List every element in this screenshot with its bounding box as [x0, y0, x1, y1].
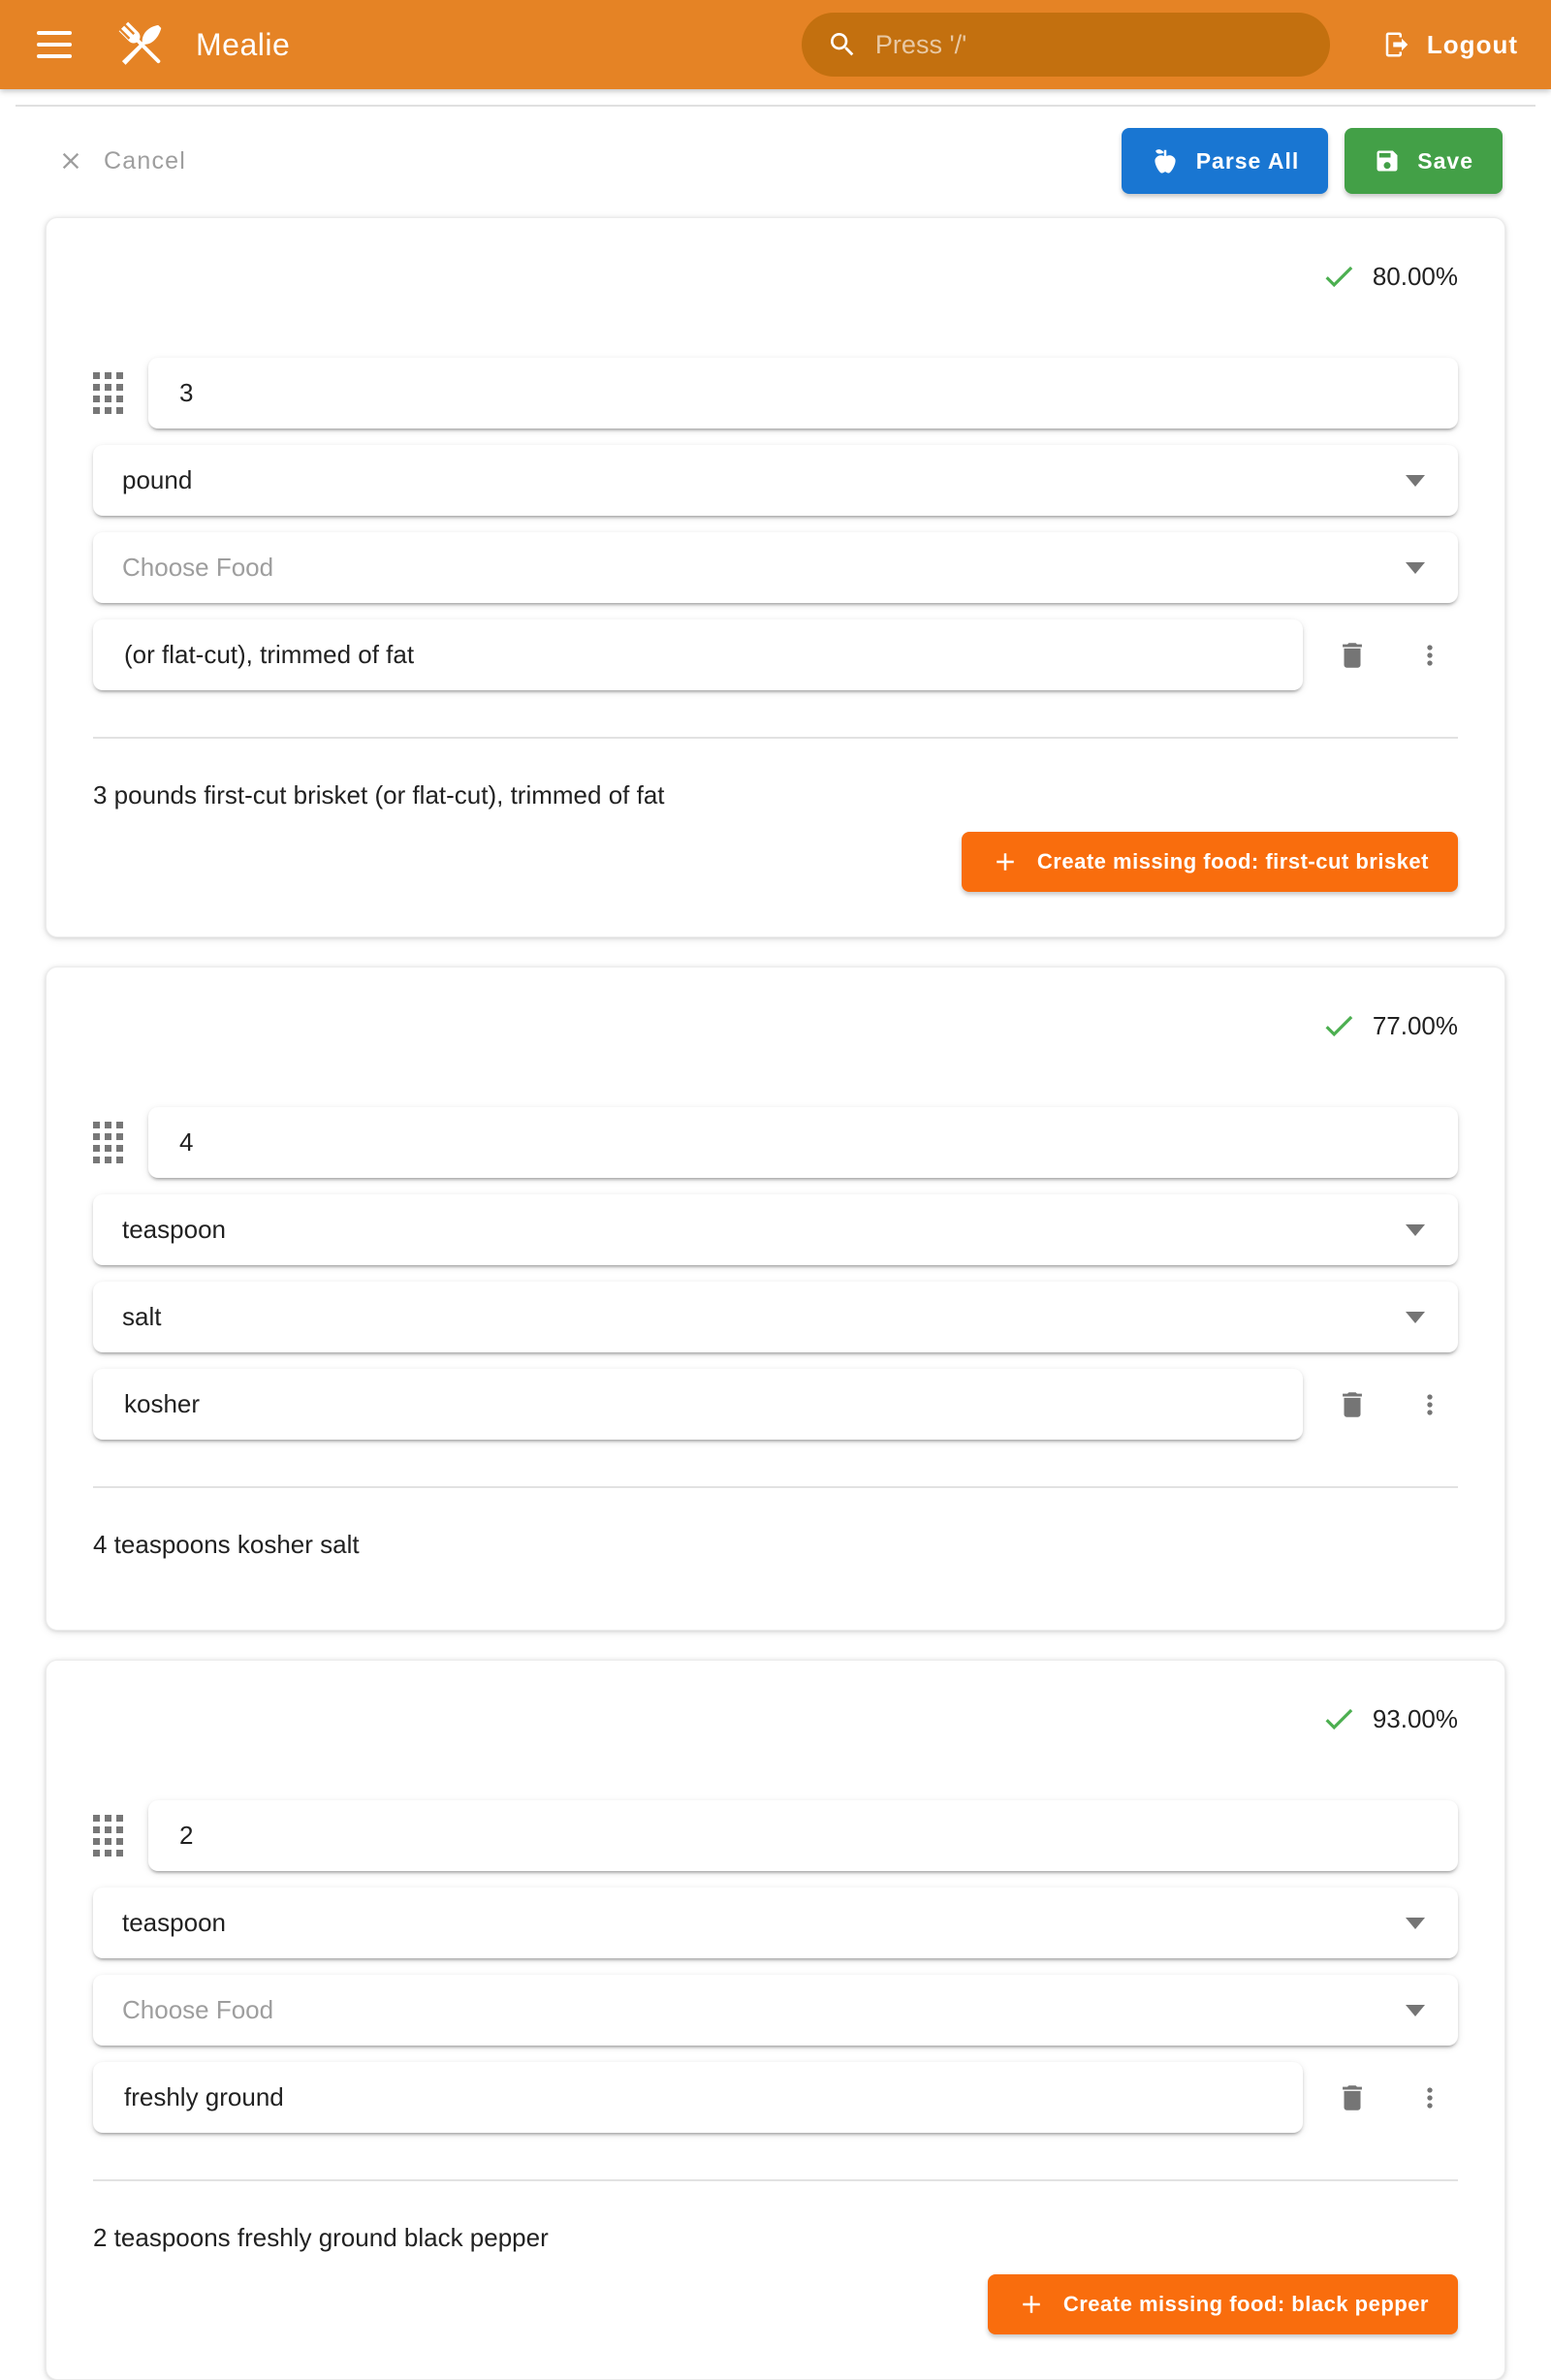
close-icon: [57, 147, 84, 175]
create-missing-food-label: Create missing food: first-cut brisket: [1036, 849, 1429, 873]
search-input[interactable]: [873, 29, 1305, 61]
cancel-button[interactable]: [51, 146, 192, 176]
quantity-field: [148, 1800, 1458, 1871]
food-select[interactable]: [93, 1282, 1458, 1352]
confidence-value: 80.00%: [1372, 261, 1458, 291]
drag-handle-icon[interactable]: [93, 372, 125, 414]
delete-button[interactable]: [1324, 627, 1380, 683]
note-row: [93, 2062, 1458, 2133]
confidence-row: [93, 1699, 1458, 1738]
quantity-row: [93, 1800, 1458, 1871]
ingredient-card: [46, 1660, 1505, 2380]
original-ingredient-text: 2 teaspoons freshly ground black pepper: [93, 2223, 549, 2252]
quantity-field: [148, 1107, 1458, 1178]
food-placeholder: Choose Food: [122, 553, 274, 582]
save-icon: [1374, 147, 1401, 175]
delete-button[interactable]: [1324, 1377, 1380, 1433]
ingredient-card: [46, 217, 1505, 937]
trash-icon: [1336, 639, 1369, 672]
logout-label: Logout: [1426, 29, 1518, 59]
search-icon: [827, 29, 858, 60]
logout-button[interactable]: [1377, 29, 1524, 61]
original-ingredient-text: 4 teaspoons kosher salt: [93, 1530, 360, 1559]
confidence-value: 93.00%: [1372, 1703, 1458, 1733]
create-missing-food-button[interactable]: [988, 2274, 1458, 2334]
chevron-down-icon: [1406, 2005, 1425, 2016]
drag-handle-icon[interactable]: [93, 1815, 125, 1856]
quantity-row: [93, 1107, 1458, 1178]
divider: [93, 2179, 1458, 2181]
save-label: Save: [1417, 147, 1473, 174]
food-select[interactable]: [93, 1975, 1458, 2046]
plus-icon: [1017, 2290, 1046, 2319]
app-bar: [0, 0, 1551, 89]
kebab-menu-icon: [1414, 1389, 1445, 1420]
note-row: [93, 1369, 1458, 1440]
search-bar[interactable]: [802, 13, 1330, 77]
check-icon: [1320, 1007, 1357, 1044]
editor-toolbar: [0, 107, 1551, 202]
create-missing-food-label: Create missing food: black pepper: [1062, 2292, 1429, 2316]
note-input[interactable]: [122, 1388, 1274, 1420]
confidence-value: 77.00%: [1372, 1010, 1458, 1040]
parse-all-label: Parse All: [1195, 147, 1300, 174]
quantity-field: [148, 358, 1458, 428]
kebab-menu-icon: [1414, 640, 1445, 671]
logout-icon: [1382, 30, 1411, 59]
apple-icon: [1151, 146, 1180, 175]
divider: [93, 737, 1458, 739]
unit-value: teaspoon: [122, 1215, 226, 1244]
mealie-logo-icon: [111, 14, 173, 76]
parse-all-button[interactable]: [1122, 128, 1329, 194]
trash-icon: [1336, 1388, 1369, 1421]
ingredient-parser-list: [0, 202, 1551, 2380]
note-field: [93, 619, 1303, 690]
divider: [93, 1486, 1458, 1488]
unit-select[interactable]: [93, 1194, 1458, 1265]
chevron-down-icon: [1406, 1312, 1425, 1323]
more-options-button[interactable]: [1402, 627, 1458, 683]
check-icon: [1320, 1700, 1357, 1737]
unit-select[interactable]: [93, 1888, 1458, 1958]
more-options-button[interactable]: [1402, 1377, 1458, 1433]
create-missing-food-button[interactable]: [962, 832, 1458, 892]
plus-icon: [991, 847, 1020, 876]
cancel-label: Cancel: [104, 146, 187, 175]
drag-handle-icon[interactable]: [93, 1122, 125, 1163]
note-field: [93, 1369, 1303, 1440]
note-row: [93, 619, 1458, 690]
chevron-down-icon: [1406, 475, 1425, 487]
kebab-menu-icon: [1414, 2082, 1445, 2113]
food-value: salt: [122, 1302, 162, 1331]
check-icon: [1320, 258, 1357, 295]
unit-value: teaspoon: [122, 1908, 226, 1937]
chevron-down-icon: [1406, 1918, 1425, 1929]
confidence-row: [93, 257, 1458, 296]
chevron-down-icon: [1406, 1224, 1425, 1236]
confidence-row: [93, 1006, 1458, 1045]
create-food-row: [93, 2274, 1458, 2334]
food-select[interactable]: [93, 532, 1458, 603]
original-ingredient-text: 3 pounds first-cut brisket (or flat-cut), trimmed of fat: [93, 780, 665, 809]
menu-icon[interactable]: [27, 17, 81, 72]
quantity-input[interactable]: [177, 1127, 1429, 1158]
unit-select[interactable]: [93, 445, 1458, 516]
note-input[interactable]: [122, 2081, 1274, 2113]
food-placeholder: Choose Food: [122, 1995, 274, 2024]
quantity-row: [93, 358, 1458, 428]
note-input[interactable]: [122, 639, 1274, 671]
chevron-down-icon: [1406, 562, 1425, 574]
ingredient-card: [46, 967, 1505, 1631]
more-options-button[interactable]: [1402, 2070, 1458, 2126]
unit-value: pound: [122, 465, 193, 494]
quantity-input[interactable]: [177, 377, 1429, 409]
note-field: [93, 2062, 1303, 2133]
trash-icon: [1336, 2081, 1369, 2114]
delete-button[interactable]: [1324, 2070, 1380, 2126]
quantity-input[interactable]: [177, 1820, 1429, 1852]
app-title: Mealie: [196, 26, 291, 62]
save-button[interactable]: [1345, 128, 1503, 194]
create-food-row: [93, 832, 1458, 892]
